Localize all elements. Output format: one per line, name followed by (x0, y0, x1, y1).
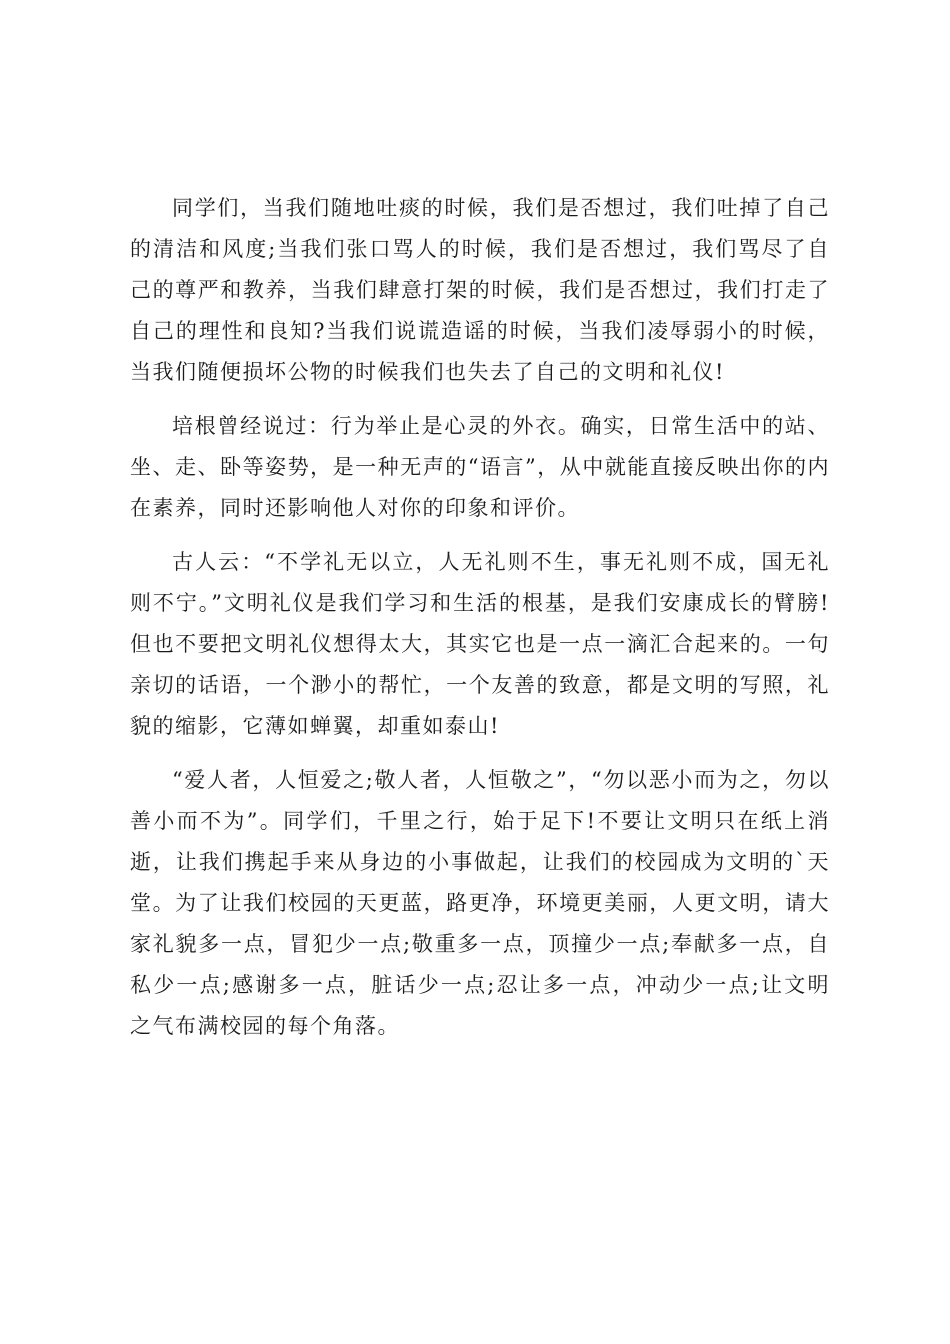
paragraph-3: 古人云：“不学礼无以立，人无礼则不生，事无礼则不成，国无礼则不宁。”文明礼仪是我们学习和生活的根基，是我们安康成长的臂膀!但也不要把文明礼仪想得太大，其实它也是一点一滴汇合起来的。一句亲切的话语，一个渺小的帮忙，一个友善的致意，都是文明的写照，礼貌的缩影，它薄如蝉翼，却重如泰山! (130, 550, 830, 738)
paragraph-2: 培根曾经说过：行为举止是心灵的外衣。确实，日常生活中的站、坐、走、卧等姿势，是一种无声的“语言”，从中就能直接反映出你的内在素养，同时还影响他人对你的印象和评价。 (130, 414, 830, 520)
document-body (130, 188, 830, 1060)
paragraph-4: “爱人者，人恒爱之;敬人者，人恒敬之”，“勿以恶小而为之，勿以善小而不为”。同学们，千里之行，始于足下!不要让文明只在纸上消逝，让我们携起手来从身边的小事做起，让我们的校园成为文明的`天堂。为了让我们校园的天更蓝，路更净，环境更美丽，人更文明，请大家礼貌多一点，冒犯少一点;敬重多一点，顶撞少一点;奉献多一点，自私少一点;感谢多一点，脏话少一点;忍让多一点，冲动少一点;让文明之气布满校园的每个角落。 (130, 768, 830, 1038)
paragraph-1: 同学们，当我们随地吐痰的时候，我们是否想过，我们吐掉了自己的清洁和风度;当我们张口骂人的时候，我们是否想过，我们骂尽了自己的尊严和教养，当我们肆意打架的时候，我们是否想过，我们打走了自己的理性和良知?当我们说谎造谣的时候，当我们凌辱弱小的时候，当我们随便损坏公物的时候我们也失去了自己的文明和礼仪! (130, 196, 830, 384)
